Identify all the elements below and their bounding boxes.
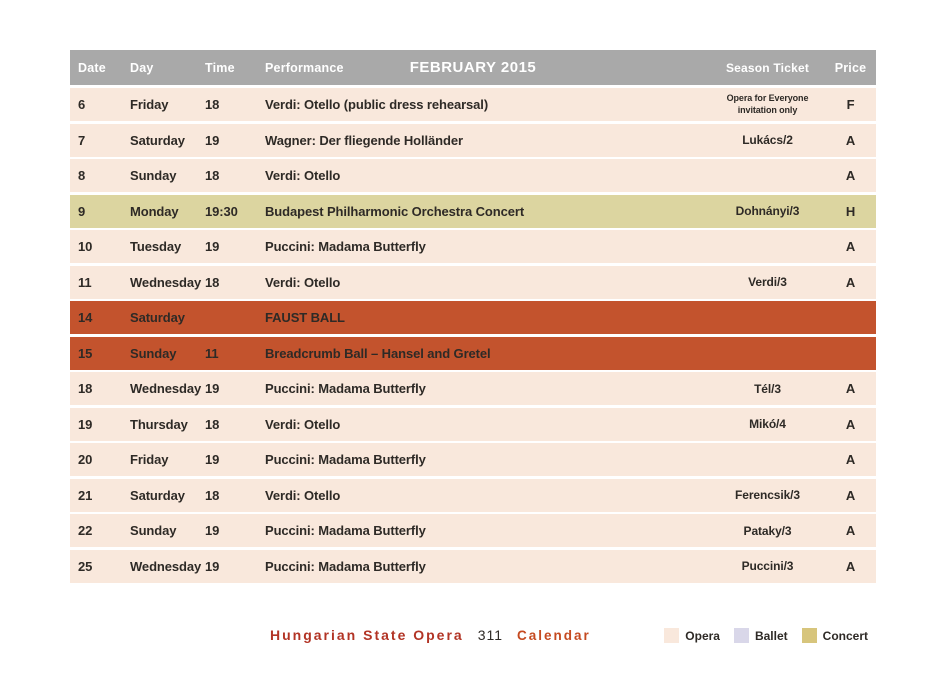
table-row: [70, 230, 876, 263]
table-row: [70, 550, 876, 583]
cell-date: 15: [78, 345, 93, 361]
cell-performance: Puccini: Madama Butterfly: [265, 558, 426, 574]
table-row: [70, 159, 876, 192]
cell-price: F: [846, 97, 855, 112]
legend-item-concert: [802, 628, 868, 643]
footer: [270, 627, 591, 643]
legend: [664, 628, 868, 643]
cell-day: Friday: [130, 97, 169, 112]
cell-performance: Puccini: Madama Butterfly: [265, 523, 426, 538]
legend-item-ballet: [734, 628, 788, 643]
cell-date: 11: [78, 274, 92, 290]
cell-price: A: [845, 381, 856, 396]
cell-time: 19: [205, 381, 220, 396]
cell-day: Sunday: [130, 523, 177, 538]
legend-label: Ballet: [754, 628, 788, 643]
cell-price: A: [845, 132, 856, 148]
cell-time: 19:30: [205, 203, 238, 219]
cell-performance: Verdi: Otello: [265, 274, 341, 290]
cell-season-ticket: Verdi/3: [748, 275, 787, 289]
cell-day: Saturday: [130, 487, 185, 503]
cell-date: 22: [78, 523, 93, 538]
cell-time: 11: [205, 345, 219, 361]
cell-time: 19: [205, 239, 220, 254]
cell-performance: Wagner: Der fliegende Holländer: [265, 132, 463, 148]
cell-time: 19: [205, 452, 220, 467]
table-row: [70, 266, 876, 299]
cell-date: 19: [78, 416, 93, 432]
legend-label: Opera: [685, 628, 720, 643]
cell-time: 18: [205, 97, 220, 112]
cell-performance: Verdi: Otello: [265, 416, 341, 432]
cell-day: Saturday: [130, 310, 185, 325]
cell-time: 19: [205, 523, 220, 538]
cell-date: 9: [78, 203, 86, 219]
cell-price: A: [845, 239, 856, 254]
cell-performance: Budapest Philharmonic Orchestra Concert: [265, 203, 525, 219]
cell-day: Wednesday: [130, 381, 202, 396]
table-row: [70, 408, 876, 441]
cell-time: 18: [205, 274, 220, 290]
cell-season-ticket: Pataky/3: [743, 523, 792, 538]
cell-season-ticket: Puccini/3: [741, 559, 794, 573]
cell-price: A: [845, 416, 856, 432]
col-header-season-ticket: Season Ticket: [725, 60, 810, 75]
cell-time: 19: [205, 132, 220, 148]
cell-day: Saturday: [130, 132, 185, 148]
cell-performance: FAUST BALL: [265, 310, 345, 325]
cell-price: A: [845, 487, 856, 503]
table-row: [70, 124, 876, 157]
cell-date: 20: [78, 452, 93, 467]
cell-price: A: [845, 523, 856, 538]
col-header-day: Day: [130, 60, 154, 75]
cell-season-ticket: Tél/3: [754, 381, 781, 396]
cell-performance: Breadcrumb Ball – Hansel and Gretel: [265, 345, 491, 361]
table-row: [70, 88, 876, 121]
cell-season-ticket: Ferencsik/3: [735, 488, 800, 502]
table-row: [70, 195, 876, 228]
table-body: [70, 88, 876, 583]
section-title: Calendar: [517, 628, 591, 643]
cell-day: Tuesday: [130, 239, 182, 254]
month-title: FEBRUARY 2015: [409, 59, 537, 76]
schedule-table: [70, 50, 876, 585]
table-header-row: [70, 50, 876, 85]
cell-date: 6: [78, 97, 86, 112]
cell-date: 7: [78, 132, 86, 148]
table-row: [70, 372, 876, 405]
table-row: [70, 479, 876, 512]
col-header-performance: Performance: [265, 60, 344, 75]
cell-time: 19: [205, 558, 220, 574]
cell-season-ticket: Opera for Everyone invitation only: [726, 93, 809, 115]
cell-date: 10: [78, 239, 93, 254]
legend-swatch-ballet: [734, 628, 749, 643]
cell-date: 8: [78, 168, 86, 183]
cell-date: 18: [78, 381, 93, 396]
cell-day: Thursday: [130, 416, 188, 432]
cell-day: Sunday: [130, 345, 177, 361]
cell-performance: Verdi: Otello: [265, 487, 341, 503]
table-row: [70, 337, 876, 370]
cell-price: H: [845, 203, 856, 219]
cell-performance: Puccini: Madama Butterfly: [265, 381, 426, 396]
cell-price: A: [845, 558, 856, 574]
cell-performance: Verdi: Otello (public dress rehearsal): [265, 97, 489, 112]
cell-day: Wednesday: [130, 274, 202, 290]
publisher-name: Hungarian State Opera: [270, 627, 464, 643]
col-header-date: Date: [78, 60, 106, 75]
cell-day: Friday: [130, 452, 169, 467]
cell-performance: Verdi: Otello: [265, 168, 341, 183]
cell-time: 18: [205, 487, 220, 503]
cell-day: Sunday: [130, 168, 177, 183]
cell-performance: Puccini: Madama Butterfly: [265, 452, 426, 467]
legend-swatch-concert: [802, 628, 817, 643]
cell-season-ticket: Mikó/4: [749, 417, 786, 431]
cell-time: 18: [205, 168, 220, 183]
cell-season-ticket: Lukács/2: [742, 133, 793, 147]
page-number: 311: [477, 627, 504, 643]
legend-item-opera: [664, 628, 720, 643]
col-header-price: Price: [834, 60, 867, 75]
cell-price: A: [845, 274, 856, 290]
cell-season-ticket: Dohnányi/3: [735, 204, 800, 218]
cell-performance: Puccini: Madama Butterfly: [265, 239, 426, 254]
col-header-time: Time: [205, 60, 235, 75]
table-row: [70, 514, 876, 547]
cell-date: 21: [78, 487, 93, 503]
cell-time: 18: [205, 416, 220, 432]
cell-day: Wednesday: [130, 558, 202, 574]
cell-price: A: [845, 168, 856, 183]
legend-label: Concert: [822, 628, 868, 643]
table-row: [70, 301, 876, 334]
cell-date: 14: [78, 310, 93, 325]
cell-price: A: [845, 452, 856, 467]
cell-day: Monday: [130, 203, 179, 219]
table-row: [70, 443, 876, 476]
legend-swatch-opera: [664, 628, 679, 643]
cell-date: 25: [78, 558, 93, 574]
